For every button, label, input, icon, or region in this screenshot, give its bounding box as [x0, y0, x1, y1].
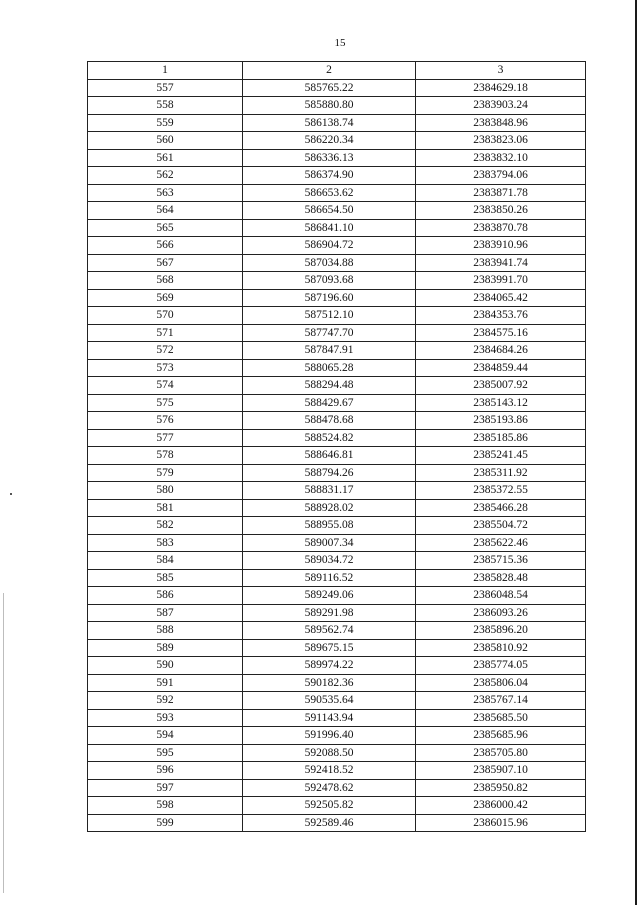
cell-y-coordinate: 2386093.26 — [416, 604, 586, 622]
cell-point-number: 570 — [88, 307, 243, 325]
cell-y-coordinate: 2385767.14 — [416, 692, 586, 710]
cell-x-coordinate: 587512.10 — [243, 307, 416, 325]
table-row — [88, 394, 586, 412]
cell-point-number: 557 — [88, 79, 243, 97]
table-row — [88, 167, 586, 185]
table-row — [88, 569, 586, 587]
cell-point-number: 562 — [88, 167, 243, 185]
cell-y-coordinate: 2385774.05 — [416, 657, 586, 675]
cell-y-coordinate: 2385907.10 — [416, 762, 586, 780]
table-row — [88, 464, 586, 482]
cell-point-number: 564 — [88, 202, 243, 220]
cell-point-number: 575 — [88, 394, 243, 412]
cell-y-coordinate: 2385504.72 — [416, 517, 586, 535]
cell-x-coordinate: 586336.13 — [243, 149, 416, 167]
table-row — [88, 219, 586, 237]
cell-y-coordinate: 2383850.26 — [416, 202, 586, 220]
cell-y-coordinate: 2383910.96 — [416, 237, 586, 255]
cell-y-coordinate: 2383848.96 — [416, 114, 586, 132]
cell-x-coordinate: 589007.34 — [243, 534, 416, 552]
cell-point-number: 587 — [88, 604, 243, 622]
cell-point-number: 585 — [88, 569, 243, 587]
table-row — [88, 184, 586, 202]
cell-y-coordinate: 2385896.20 — [416, 622, 586, 640]
cell-y-coordinate: 2386015.96 — [416, 814, 586, 832]
cell-point-number: 593 — [88, 709, 243, 727]
cell-point-number: 594 — [88, 727, 243, 745]
table-row — [88, 499, 586, 517]
scan-border-line — [635, 0, 637, 905]
cell-y-coordinate: 2385810.92 — [416, 639, 586, 657]
column-header-point-number: 1 — [88, 62, 243, 80]
cell-point-number: 599 — [88, 814, 243, 832]
cell-x-coordinate: 588646.81 — [243, 447, 416, 465]
cell-point-number: 595 — [88, 744, 243, 762]
cell-point-number: 579 — [88, 464, 243, 482]
column-header-y-coordinate: 3 — [416, 62, 586, 80]
cell-y-coordinate: 2385806.04 — [416, 674, 586, 692]
table-row — [88, 79, 586, 97]
cell-y-coordinate: 2383870.78 — [416, 219, 586, 237]
cell-point-number: 598 — [88, 797, 243, 815]
cell-point-number: 578 — [88, 447, 243, 465]
cell-y-coordinate: 2385828.48 — [416, 569, 586, 587]
cell-point-number: 571 — [88, 324, 243, 342]
cell-y-coordinate: 2384065.42 — [416, 289, 586, 307]
table-row — [88, 447, 586, 465]
cell-y-coordinate: 2383991.70 — [416, 272, 586, 290]
cell-y-coordinate: 2383823.06 — [416, 132, 586, 150]
cell-point-number: 559 — [88, 114, 243, 132]
table-row — [88, 324, 586, 342]
cell-point-number: 588 — [88, 622, 243, 640]
cell-point-number: 574 — [88, 377, 243, 395]
cell-x-coordinate: 586138.74 — [243, 114, 416, 132]
cell-x-coordinate: 588065.28 — [243, 359, 416, 377]
cell-x-coordinate: 588294.48 — [243, 377, 416, 395]
cell-point-number: 596 — [88, 762, 243, 780]
cell-x-coordinate: 592088.50 — [243, 744, 416, 762]
scan-speck — [10, 493, 12, 495]
cell-point-number: 561 — [88, 149, 243, 167]
cell-y-coordinate: 2385007.92 — [416, 377, 586, 395]
cell-x-coordinate: 589249.06 — [243, 587, 416, 605]
cell-y-coordinate: 2386048.54 — [416, 587, 586, 605]
table-row — [88, 412, 586, 430]
cell-point-number: 584 — [88, 552, 243, 570]
cell-x-coordinate: 585765.22 — [243, 79, 416, 97]
cell-y-coordinate: 2384575.16 — [416, 324, 586, 342]
cell-y-coordinate: 2383794.06 — [416, 167, 586, 185]
cell-point-number: 582 — [88, 517, 243, 535]
table-row — [88, 307, 586, 325]
cell-y-coordinate: 2385715.36 — [416, 552, 586, 570]
cell-y-coordinate: 2383871.78 — [416, 184, 586, 202]
cell-y-coordinate: 2385622.46 — [416, 534, 586, 552]
cell-x-coordinate: 586654.50 — [243, 202, 416, 220]
cell-point-number: 576 — [88, 412, 243, 430]
cell-x-coordinate: 589974.22 — [243, 657, 416, 675]
cell-point-number: 592 — [88, 692, 243, 710]
table-row — [88, 709, 586, 727]
cell-y-coordinate: 2385705.80 — [416, 744, 586, 762]
cell-point-number: 572 — [88, 342, 243, 360]
table-row — [88, 482, 586, 500]
table-row — [88, 797, 586, 815]
table-row — [88, 97, 586, 115]
table-row — [88, 114, 586, 132]
table-row — [88, 692, 586, 710]
cell-x-coordinate: 589675.15 — [243, 639, 416, 657]
cell-point-number: 565 — [88, 219, 243, 237]
cell-point-number: 577 — [88, 429, 243, 447]
cell-y-coordinate: 2383941.74 — [416, 254, 586, 272]
cell-point-number: 569 — [88, 289, 243, 307]
cell-x-coordinate: 590535.64 — [243, 692, 416, 710]
cell-point-number: 558 — [88, 97, 243, 115]
cell-point-number: 583 — [88, 534, 243, 552]
cell-x-coordinate: 588955.08 — [243, 517, 416, 535]
cell-x-coordinate: 589291.98 — [243, 604, 416, 622]
cell-x-coordinate: 586220.34 — [243, 132, 416, 150]
cell-x-coordinate: 592418.52 — [243, 762, 416, 780]
cell-x-coordinate: 587093.68 — [243, 272, 416, 290]
cell-y-coordinate: 2385193.86 — [416, 412, 586, 430]
table-row — [88, 254, 586, 272]
cell-y-coordinate: 2385143.12 — [416, 394, 586, 412]
table-row — [88, 622, 586, 640]
scan-margin-mark — [3, 593, 4, 893]
cell-x-coordinate: 587034.88 — [243, 254, 416, 272]
cell-point-number: 567 — [88, 254, 243, 272]
cell-x-coordinate: 588429.67 — [243, 394, 416, 412]
table-row — [88, 744, 586, 762]
table-row — [88, 517, 586, 535]
table-row — [88, 237, 586, 255]
cell-y-coordinate: 2385241.45 — [416, 447, 586, 465]
cell-point-number: 563 — [88, 184, 243, 202]
cell-x-coordinate: 586374.90 — [243, 167, 416, 185]
cell-x-coordinate: 589562.74 — [243, 622, 416, 640]
cell-y-coordinate: 2386000.42 — [416, 797, 586, 815]
table-row — [88, 289, 586, 307]
table-row — [88, 534, 586, 552]
table-body — [88, 79, 586, 832]
cell-point-number: 580 — [88, 482, 243, 500]
cell-point-number: 573 — [88, 359, 243, 377]
cell-y-coordinate: 2384629.18 — [416, 79, 586, 97]
cell-y-coordinate: 2384859.44 — [416, 359, 586, 377]
cell-y-coordinate: 2385685.50 — [416, 709, 586, 727]
table-row — [88, 342, 586, 360]
cell-x-coordinate: 588928.02 — [243, 499, 416, 517]
table-row — [88, 779, 586, 797]
table-row — [88, 272, 586, 290]
cell-x-coordinate: 586841.10 — [243, 219, 416, 237]
cell-x-coordinate: 587196.60 — [243, 289, 416, 307]
table-row — [88, 639, 586, 657]
table-row — [88, 587, 586, 605]
cell-y-coordinate: 2385185.86 — [416, 429, 586, 447]
table-row — [88, 359, 586, 377]
cell-y-coordinate: 2383903.24 — [416, 97, 586, 115]
cell-x-coordinate: 591996.40 — [243, 727, 416, 745]
cell-y-coordinate: 2384353.76 — [416, 307, 586, 325]
cell-x-coordinate: 588831.17 — [243, 482, 416, 500]
table-row — [88, 132, 586, 150]
cell-point-number: 568 — [88, 272, 243, 290]
cell-x-coordinate: 592478.62 — [243, 779, 416, 797]
cell-point-number: 586 — [88, 587, 243, 605]
cell-point-number: 589 — [88, 639, 243, 657]
cell-y-coordinate: 2383832.10 — [416, 149, 586, 167]
page-number: 15 — [334, 37, 346, 49]
cell-point-number: 591 — [88, 674, 243, 692]
cell-x-coordinate: 589116.52 — [243, 569, 416, 587]
cell-x-coordinate: 588524.82 — [243, 429, 416, 447]
table-row — [88, 429, 586, 447]
column-header-x-coordinate: 2 — [243, 62, 416, 80]
cell-y-coordinate: 2385685.96 — [416, 727, 586, 745]
table-row — [88, 202, 586, 220]
cell-point-number: 566 — [88, 237, 243, 255]
table-row — [88, 657, 586, 675]
cell-y-coordinate: 2385950.82 — [416, 779, 586, 797]
table-row — [88, 762, 586, 780]
cell-y-coordinate: 2385372.55 — [416, 482, 586, 500]
cell-point-number: 590 — [88, 657, 243, 675]
cell-x-coordinate: 591143.94 — [243, 709, 416, 727]
cell-x-coordinate: 586904.72 — [243, 237, 416, 255]
cell-y-coordinate: 2385311.92 — [416, 464, 586, 482]
cell-point-number: 597 — [88, 779, 243, 797]
cell-y-coordinate: 2385466.28 — [416, 499, 586, 517]
table-row — [88, 377, 586, 395]
cell-x-coordinate: 588478.68 — [243, 412, 416, 430]
table-row — [88, 552, 586, 570]
cell-x-coordinate: 592589.46 — [243, 814, 416, 832]
cell-point-number: 560 — [88, 132, 243, 150]
cell-x-coordinate: 587847.91 — [243, 342, 416, 360]
table-row — [88, 604, 586, 622]
cell-x-coordinate: 589034.72 — [243, 552, 416, 570]
cell-x-coordinate: 587747.70 — [243, 324, 416, 342]
table-row — [88, 674, 586, 692]
table-header-row — [88, 62, 586, 80]
cell-y-coordinate: 2384684.26 — [416, 342, 586, 360]
cell-point-number: 581 — [88, 499, 243, 517]
cell-x-coordinate: 588794.26 — [243, 464, 416, 482]
coordinates-table — [87, 61, 586, 832]
table-row — [88, 814, 586, 832]
table-row — [88, 149, 586, 167]
table-row — [88, 727, 586, 745]
cell-x-coordinate: 585880.80 — [243, 97, 416, 115]
cell-x-coordinate: 590182.36 — [243, 674, 416, 692]
cell-x-coordinate: 592505.82 — [243, 797, 416, 815]
cell-x-coordinate: 586653.62 — [243, 184, 416, 202]
